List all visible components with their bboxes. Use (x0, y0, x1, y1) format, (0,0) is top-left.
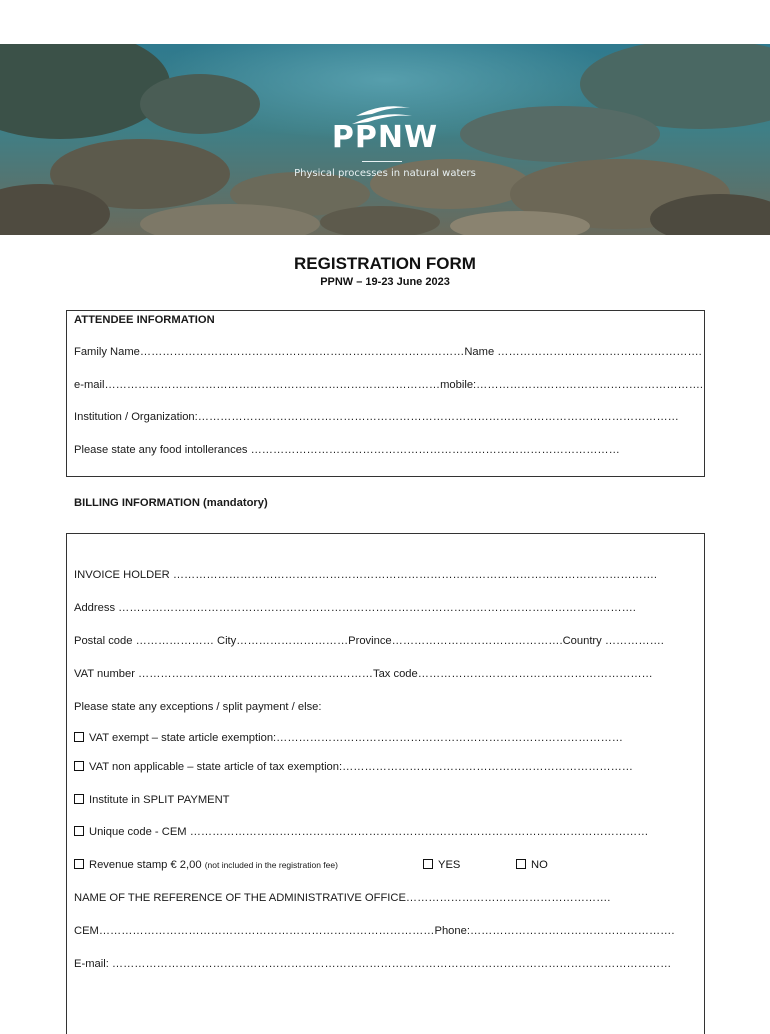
yes-label: YES (438, 859, 461, 871)
vat-exempt-option[interactable] (74, 732, 623, 744)
revenue-stamp-label: Revenue stamp € 2,00 (89, 859, 202, 871)
vat-non-applicable-checkbox[interactable] (74, 761, 84, 771)
no-checkbox[interactable] (516, 859, 526, 869)
revenue-yes-option[interactable] (423, 859, 460, 871)
attendee-heading: ATTENDEE INFORMATION (74, 314, 215, 326)
admin-office-reference-field[interactable]: NAME OF THE REFERENCE OF THE ADMINISTRATIVE OFFICE………………………………………………. (74, 892, 611, 904)
logo-tagline: Physical processes in natural waters (294, 168, 476, 179)
revenue-stamp-option[interactable] (74, 859, 338, 871)
family-name-field[interactable]: Family Name……………………………………………………………………………Name ………………………………………………. (74, 346, 702, 358)
postal-city-province-country-field[interactable]: Postal code ………………… City…………………………Province……………………………………….Country ……………. (74, 635, 664, 647)
exceptions-label: Please state any exceptions / split payment / else: (74, 701, 322, 713)
unique-code-option[interactable] (74, 826, 648, 838)
split-payment-label: Institute in SPLIT PAYMENT (89, 794, 230, 806)
page-subtitle: PPNW – 19-23 June 2023 (320, 276, 450, 288)
header-banner-image (0, 44, 770, 235)
vat-exempt-label: VAT exempt – state article exemption:………………………………………………………………………………… (89, 732, 623, 744)
address-field[interactable]: Address …………………………………………………………………………………………………………………………. (74, 602, 636, 614)
revenue-stamp-note: (not included in the registration fee) (204, 860, 338, 870)
revenue-no-option[interactable] (516, 859, 548, 871)
institution-field[interactable]: Institution / Organization:………………………………………………………………………………………………………………… (74, 411, 679, 423)
no-label: NO (531, 859, 548, 871)
cem-phone-field[interactable]: CEM………………………………………………………………………………Phone:………………………………………………. (74, 925, 675, 937)
vat-non-applicable-label: VAT non applicable – state article of tax exemption:…………………………………………………………………… (89, 761, 633, 773)
vat-taxcode-field[interactable]: VAT number ………………………………………………………Tax code……………………………………………………… (74, 668, 653, 680)
split-payment-option[interactable] (74, 794, 230, 806)
logo-text: PPNW (331, 120, 439, 155)
unique-code-checkbox[interactable] (74, 826, 84, 836)
vat-non-applicable-option[interactable] (74, 761, 633, 773)
revenue-stamp-checkbox[interactable] (74, 859, 84, 869)
email-mobile-field[interactable]: e-mail………………………………………………………………………………mobile:……………………………………………………. (74, 379, 704, 391)
logo-divider (362, 161, 402, 162)
billing-heading: BILLING INFORMATION (mandatory) (74, 497, 268, 509)
yes-checkbox[interactable] (423, 859, 433, 869)
split-payment-checkbox[interactable] (74, 794, 84, 804)
page-title: REGISTRATION FORM (294, 254, 476, 273)
invoice-holder-field[interactable]: INVOICE HOLDER …………………………………………………………………………………………………………………. (74, 569, 658, 581)
billing-email-field[interactable]: E-mail: …………………………………………………………………………………………………………………………………… (74, 958, 672, 970)
food-intolerances-field[interactable]: Please state any food intollerances ……………………………………………………………………………………… (74, 444, 620, 456)
vat-exempt-checkbox[interactable] (74, 732, 84, 742)
unique-code-label: Unique code - CEM …………………………………………………………………………………………………………… (89, 826, 649, 838)
